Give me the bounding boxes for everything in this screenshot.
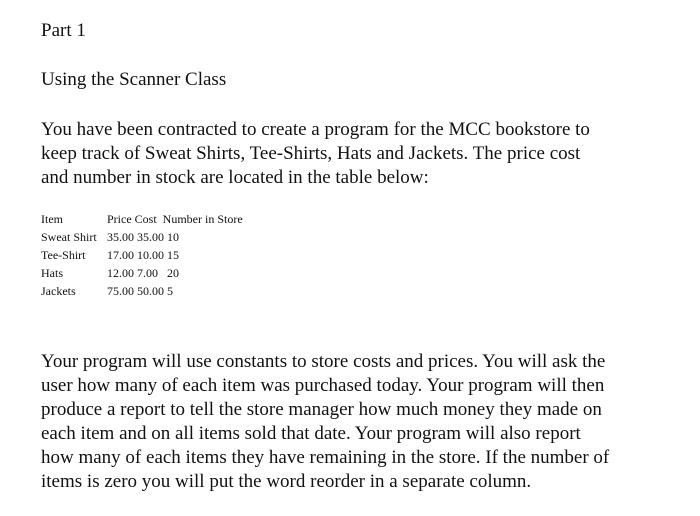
row-item: Hats [41, 266, 63, 280]
body-line: each item and on all items sold that date. Your program will also report [41, 423, 581, 444]
row-item: Sweat Shirt [41, 230, 97, 244]
body-line: Your program will use constants to store costs and prices. You will ask the [41, 351, 606, 372]
intro-line: and number in stock are located in the table below: [41, 167, 429, 188]
row-values: 35.00 35.00 10 [107, 230, 179, 244]
table-row [41, 264, 243, 282]
body-line: how many of each items they have remaining in the store. If the number of [41, 447, 610, 468]
section-subtitle: Using the Scanner Class [41, 69, 227, 90]
body-paragraph [41, 350, 609, 494]
row-values: 12.00 7.00 20 [107, 266, 179, 280]
table-row [41, 228, 243, 246]
table-row [41, 246, 243, 264]
intro-line: You have been contracted to create a program for the MCC bookstore to [41, 119, 590, 140]
body-line: produce a report to tell the store manager how much money they made on [41, 399, 602, 420]
body-line: items is zero you will put the word reorder in a separate column. [41, 471, 532, 492]
table-header-row [41, 210, 243, 228]
table-row [41, 282, 243, 300]
body-line: user how many of each item was purchased today. Your program will then [41, 375, 605, 396]
intro-line: keep track of Sweat Shirts, Tee-Shirts, Hats and Jackets. The price cost [41, 143, 581, 164]
row-item: Jackets [41, 284, 76, 298]
part-title: Part 1 [41, 20, 86, 41]
stock-table [41, 210, 243, 300]
row-values: 75.00 50.00 5 [107, 284, 173, 298]
header-columns: Price Cost Number in Store [107, 212, 243, 226]
header-item: Item [41, 212, 63, 226]
row-values: 17.00 10.00 15 [107, 248, 179, 262]
intro-paragraph [41, 118, 590, 190]
row-item: Tee-Shirt [41, 248, 86, 262]
